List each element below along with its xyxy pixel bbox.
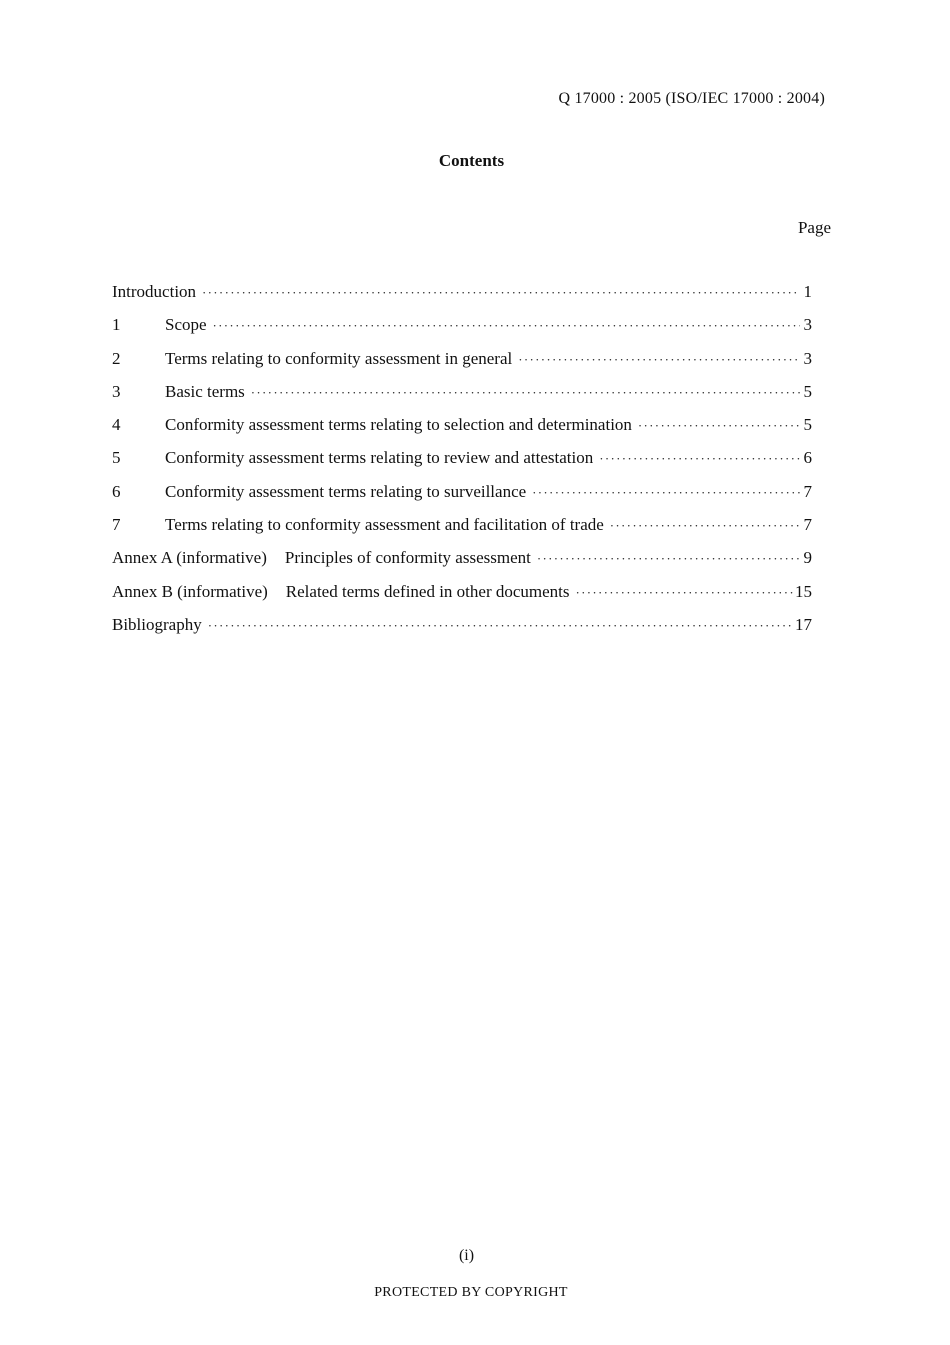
toc-entry-title: Bibliography bbox=[112, 614, 202, 634]
dot-leader bbox=[537, 551, 800, 567]
dot-leader bbox=[576, 585, 793, 601]
dot-leader bbox=[518, 352, 800, 368]
toc-entry-page: 9 bbox=[803, 548, 812, 568]
toc-entry-title: Principles of conformity assessment bbox=[284, 548, 531, 568]
toc-entry-4[interactable] bbox=[112, 415, 812, 448]
dot-leader bbox=[599, 451, 800, 467]
toc-entry-number: 2 bbox=[112, 348, 121, 368]
toc-entry-title: Conformity assessment terms relating to surveillance bbox=[165, 481, 527, 501]
toc-entry-page: 5 bbox=[803, 415, 812, 435]
toc-entry-annex-label: Annex A (informative) bbox=[112, 548, 267, 568]
toc-entry-2[interactable] bbox=[112, 349, 812, 382]
toc-entry-number: 1 bbox=[112, 315, 121, 335]
toc-entry-title: Conformity assessment terms relating to review and attestation bbox=[165, 448, 594, 468]
toc-entry-title: Terms relating to conformity assessment in general bbox=[165, 348, 513, 368]
table-of-contents bbox=[112, 282, 812, 648]
toc-entry-page: 7 bbox=[803, 481, 812, 501]
footer-page-number: (i) bbox=[458, 1247, 475, 1264]
toc-entry-number: 5 bbox=[112, 448, 121, 468]
toc-entry-title: Scope bbox=[165, 315, 207, 335]
dot-leader bbox=[208, 618, 793, 634]
dot-leader bbox=[202, 285, 800, 301]
toc-entry-page: 6 bbox=[803, 448, 812, 468]
dot-leader bbox=[213, 318, 800, 334]
toc-entry-number: 7 bbox=[112, 515, 121, 535]
toc-entry-number: 6 bbox=[112, 481, 121, 501]
dot-leader bbox=[638, 418, 800, 434]
toc-entry-number: 4 bbox=[112, 415, 121, 435]
toc-entry-annex-label: Annex B (informative) bbox=[112, 581, 268, 601]
toc-entry-6[interactable] bbox=[112, 482, 812, 515]
toc-entry-introduction[interactable] bbox=[112, 282, 812, 315]
toc-entry-bibliography[interactable] bbox=[112, 615, 812, 648]
toc-entry-title: Terms relating to conformity assessment and facilitation of trade bbox=[165, 515, 604, 535]
toc-entry-title: Basic terms bbox=[165, 381, 245, 401]
toc-entry-page: 17 bbox=[795, 614, 812, 634]
toc-entry-5[interactable] bbox=[112, 448, 812, 481]
toc-entry-page: 1 bbox=[803, 282, 812, 301]
toc-entry-title: Conformity assessment terms relating to selection and determination bbox=[165, 415, 632, 435]
copyright-notice: PROTECTED BY COPYRIGHT bbox=[374, 1285, 568, 1300]
toc-entry-title: Introduction bbox=[112, 282, 197, 301]
toc-entry-7[interactable] bbox=[112, 515, 812, 548]
dot-leader bbox=[610, 518, 800, 534]
toc-entry-page: 7 bbox=[803, 515, 812, 535]
page-title: Contents bbox=[438, 151, 505, 170]
toc-entry-title: Related terms defined in other documents bbox=[285, 581, 570, 601]
toc-entry-3[interactable] bbox=[112, 382, 812, 415]
toc-entry-annex-a[interactable] bbox=[112, 548, 812, 581]
toc-entry-page: 15 bbox=[795, 581, 812, 601]
toc-entry-number: 3 bbox=[112, 381, 121, 401]
document-identifier: Q 17000 : 2005 (ISO/IEC 17000 : 2004) bbox=[558, 90, 825, 107]
toc-entry-page: 3 bbox=[803, 348, 812, 368]
dot-leader bbox=[251, 385, 800, 401]
toc-entry-annex-b[interactable] bbox=[112, 582, 812, 615]
toc-entry-page: 3 bbox=[803, 315, 812, 335]
toc-entry-1[interactable] bbox=[112, 315, 812, 348]
toc-entry-page: 5 bbox=[803, 381, 812, 401]
page-column-label: Page bbox=[797, 218, 831, 237]
dot-leader bbox=[532, 485, 800, 501]
